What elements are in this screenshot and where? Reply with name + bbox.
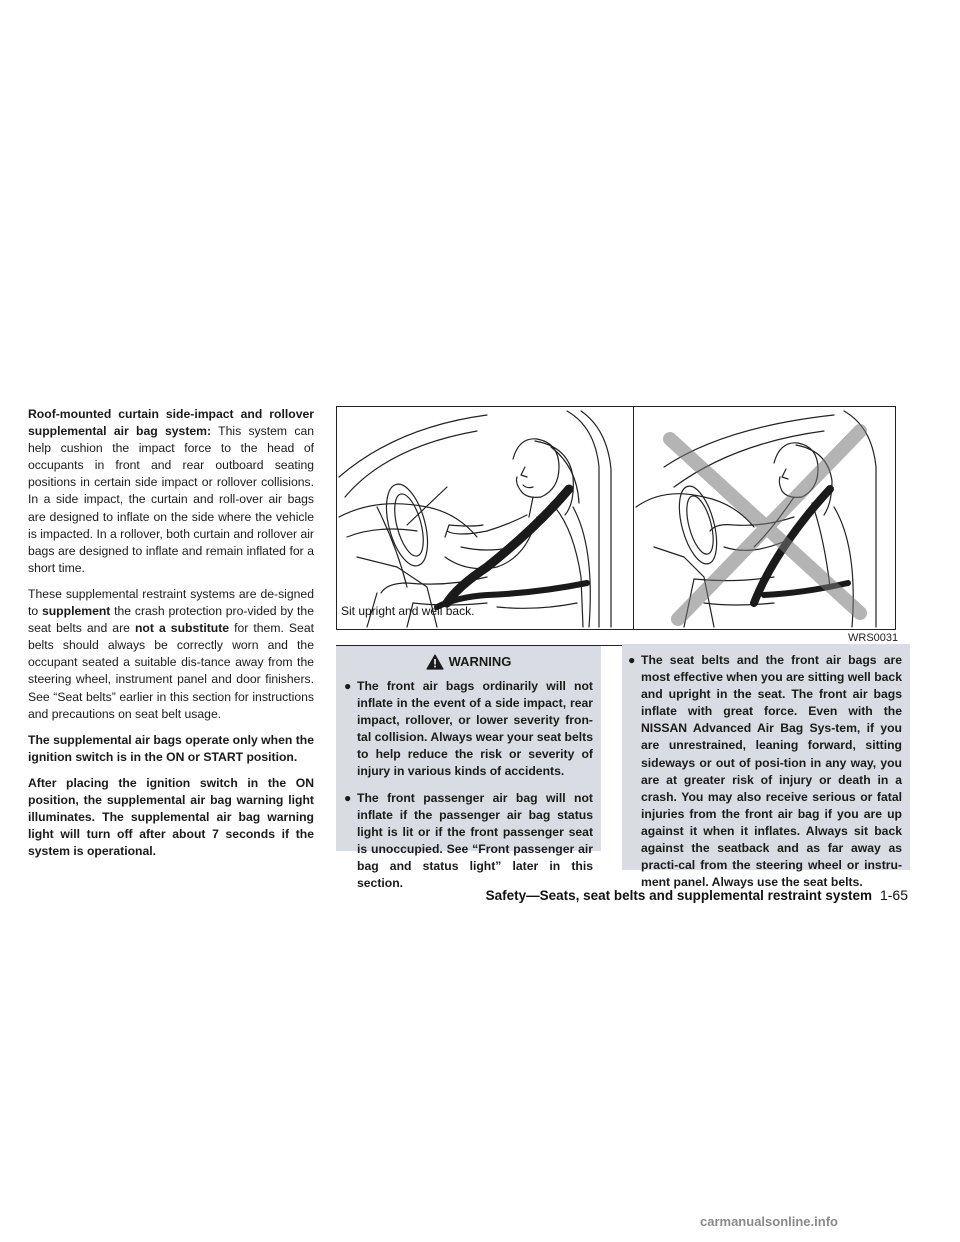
bullet-dot: ● [344,790,352,805]
paragraph-ignition-operate: The supplemental air bags operate only when the ignition switch is in the ON or START position. [28,732,314,764]
warning-bullet-text: The front air bags ordinarily will not inflate in the event of a side impact, rear impact, rollover, or lower severity fron-tal collision. Always wear your seat belts to help reduce the risk or severity of injury in various kinds of accidents. [357,679,593,779]
warning-column-1 [336,646,601,891]
warning-triangle-icon [426,654,444,670]
warning-box [336,646,902,891]
warning-bullet [628,652,902,891]
left-text-column [28,406,314,869]
paragraph-curtain-airbag [28,406,314,577]
warning-bullet-text: The front passenger air bag will not inflate if the passenger air bag status light is lit or if the front passenger seat is unoccupied. See “Front passenger air bag and status light” later in this section. [357,790,593,891]
warning-column-2 [622,644,910,890]
emphasis-not-substitute: not a substitute [134,621,230,636]
warning-bullet [344,678,593,781]
page-number: 1-65 [879,887,908,903]
paragraph-lead: Roof-mounted curtain side-impact and rollover supplemental air bag system: [28,407,314,439]
watermark-text: carmanualsonline.info [700,1214,838,1229]
correct-posture-drawing [337,407,633,630]
warning-title [344,652,593,672]
text-run: These supplemental restraint systems are de-signed to [28,586,314,619]
text-run: for them. Seat belts should always be correctly worn and the occupant seated a suitable dis-tance away from the steering wheel, instrument panel and door finishers. See “Seat belts” earlier in this section for instructions and precautions on seat belt usage. [28,621,314,721]
page-footer [398,887,908,903]
figure-caption: Sit upright and well back. [341,604,475,618]
warning-bullet [344,790,593,893]
bullet-dot: ● [344,679,352,693]
seating-position-illustration [336,406,896,630]
figure-code: WRS0031 [848,632,899,644]
emphasis-supplement: supplement [41,604,111,619]
incorrect-posture-drawing [634,407,896,630]
section-title: Safety—Seats, seat belts and supplemental restraint system [485,888,872,903]
text-run: the crash protection pro-vided by the seat belts and are [28,604,314,636]
warning-bullet-text: The seat belts and the front air bags are most effective when you are sitting well back and upright in the seat. The front air bags inflate with great force. Even with the NISSAN Advanced Air Bag Sys-tem, if you are unrestrained, leaning forward, sitting sideways or out of posi-tion in any way, you are at greater risk of injury or death in a crash. You may also receive serious or fatal injuries from the front air bag if you are up against it when it inflates. Always sit back against the seatback and as far away as practi-cal from the steering wheel or instru-ment panel. Always use the seat belts. [641,653,902,890]
paragraph-body: This system can help cushion the impact force to the head of occupants in front and rear outboard seating positions in certain side impact or rollover collisions. In a side impact, the curtain and roll-over air bags are designed to inflate on the side where the vehicle is impacted. In a rollover, both curtain and rollover air bags are designed to inflate and remain inflated for a short time. [28,424,314,575]
paragraph-supplement [28,586,314,723]
warning-title-text: WARNING [448,654,512,670]
paragraph-warning-light: After placing the ignition switch in the ON position, the supplemental air bag warning light illuminates. The supplemental air bag warning light will turn off after about 7 seconds if the system is operational. [28,775,314,859]
bullet-dot: ● [628,653,636,667]
